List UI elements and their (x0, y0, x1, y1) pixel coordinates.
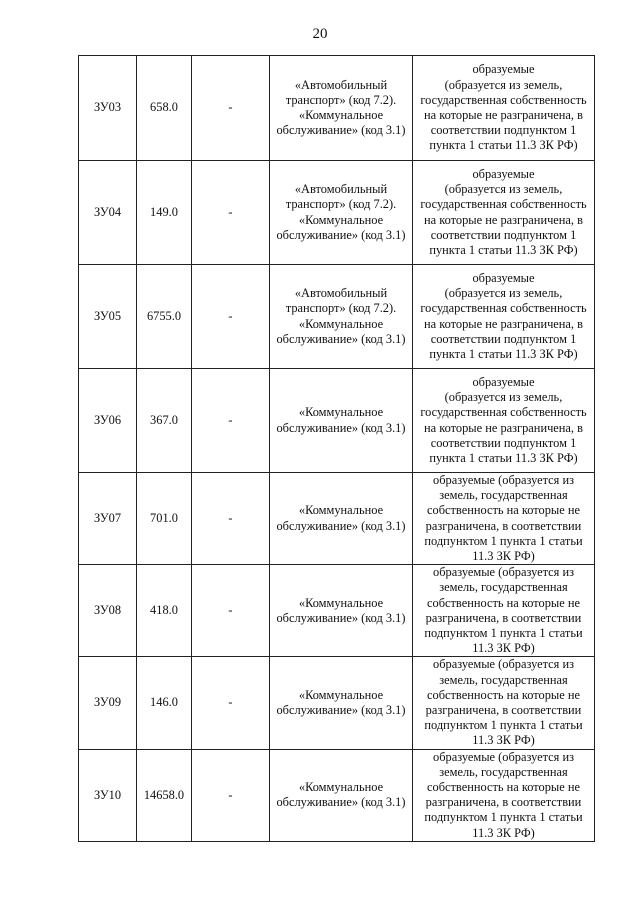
plot-status-line: 11.3 ЗК РФ) (472, 549, 535, 564)
encumbrance-cell: - (192, 565, 270, 657)
table-row (79, 565, 595, 657)
plot-status-line: соответствии подпунктом 1 (430, 123, 577, 138)
plot-status-line: подпунктом 1 пункта 1 статьи (424, 626, 583, 641)
encumbrance-cell: - (192, 161, 270, 265)
permitted-use-line: «Коммунальное (298, 405, 384, 420)
permitted-use-line: «Коммунальное (298, 595, 384, 610)
plot-status-line: подпунктом 1 пункта 1 статьи (424, 718, 583, 733)
plot-status-line: образуемые (образуется из (433, 657, 574, 672)
plot-status-line: земель, государственная (439, 488, 568, 503)
plot-status-line: земель, государственная (439, 764, 568, 779)
plot-status-line: образуемые (472, 270, 535, 285)
permitted-use-line: «Коммунальное (298, 780, 384, 795)
table-row (79, 265, 595, 369)
plot-status-line: собственность на которые не (427, 595, 580, 610)
plot-status-line: соответствии подпунктом 1 (430, 227, 577, 242)
area-cell: 701.0 (137, 473, 192, 565)
encumbrance-cell: - (192, 657, 270, 749)
permitted-use-line: обслуживание» (код 3.1) (276, 518, 406, 533)
plot-status-line: разграничена, в соответствии (425, 795, 582, 810)
land-plots-table (78, 55, 595, 842)
plot-status-line: пункта 1 статьи 11.3 ЗК РФ) (429, 450, 578, 465)
plot-status-line: пункта 1 статьи 11.3 ЗК РФ) (429, 242, 578, 257)
permitted-use-line: обслуживание» (код 3.1) (276, 123, 406, 138)
permitted-use-line: обслуживание» (код 3.1) (276, 227, 406, 242)
plot-status-line: 11.3 ЗК РФ) (472, 641, 535, 656)
encumbrance-cell: - (192, 265, 270, 369)
plot-status-cell (413, 56, 595, 161)
plot-status-cell (413, 265, 595, 369)
permitted-use-line: «Коммунальное (298, 316, 384, 331)
plot-status-line: собственность на которые не (427, 503, 580, 518)
plot-status-line: образуемые (образуется из (433, 473, 574, 487)
plot-status-line: образуемые (472, 62, 535, 77)
plot-id-cell: ЗУ03 (79, 56, 137, 161)
permitted-use-cell (270, 369, 413, 473)
plot-status-line: соответствии подпунктом 1 (430, 435, 577, 450)
plot-id-cell: ЗУ09 (79, 657, 137, 749)
encumbrance-cell: - (192, 749, 270, 841)
permitted-use-line: «Коммунальное (298, 687, 384, 702)
page-number: 20 (312, 26, 328, 42)
area-cell: 149.0 (137, 161, 192, 265)
plot-status-line: (образуется из земель, (444, 182, 563, 197)
permitted-use-line: «Автомобильный (294, 286, 388, 301)
permitted-use-cell (270, 657, 413, 749)
plot-status-line: (образуется из земель, (444, 77, 563, 92)
plot-status-line: 11.3 ЗК РФ) (472, 825, 535, 840)
plot-status-line: на которые не разграничена, в (424, 212, 583, 227)
permitted-use-line: транспорт» (код 7.2). (285, 301, 397, 316)
plot-status-line: на которые не разграничена, в (424, 108, 583, 122)
plot-status-line: земель, государственная (439, 580, 568, 595)
plot-status-line: подпунктом 1 пункта 1 статьи (424, 810, 583, 825)
permitted-use-line: транспорт» (код 7.2). (285, 92, 397, 107)
plot-status-line: государственная собственность (420, 197, 587, 212)
area-cell: 146.0 (137, 657, 192, 749)
plot-status-line: пункта 1 статьи 11.3 ЗК РФ) (429, 346, 578, 361)
plot-id-cell: ЗУ06 (79, 369, 137, 473)
encumbrance-cell: - (192, 369, 270, 473)
plot-status-line: разграничена, в соответствии (425, 518, 582, 533)
permitted-use-cell (270, 265, 413, 369)
permitted-use-line: «Автомобильный (294, 77, 388, 92)
permitted-use-line: транспорт» (код 7.2). (285, 197, 397, 212)
plot-id-cell: ЗУ08 (79, 565, 137, 657)
table-row (79, 369, 595, 473)
plot-status-cell (413, 473, 595, 565)
plot-status-line: собственность на которые не (427, 780, 580, 795)
encumbrance-cell: - (192, 473, 270, 565)
plot-status-line: подпунктом 1 пункта 1 статьи (424, 533, 583, 548)
permitted-use-line: обслуживание» (код 3.1) (276, 610, 406, 625)
plot-status-line: государственная собственность (420, 301, 587, 316)
table-body (79, 56, 595, 842)
permitted-use-cell (270, 161, 413, 265)
permitted-use-line: обслуживание» (код 3.1) (276, 420, 406, 435)
encumbrance-cell: - (192, 56, 270, 161)
table-row (79, 161, 595, 265)
permitted-use-cell (270, 473, 413, 565)
plot-status-line: 11.3 ЗК РФ) (472, 733, 535, 748)
area-cell: 418.0 (137, 565, 192, 657)
plot-status-line: разграничена, в соответствии (425, 703, 582, 718)
permitted-use-line: «Коммунальное (298, 212, 384, 227)
plot-status-line: государственная собственность (420, 405, 587, 420)
plot-status-line: образуемые (472, 166, 535, 181)
plot-status-line: пункта 1 статьи 11.3 ЗК РФ) (429, 138, 578, 153)
permitted-use-line: обслуживание» (код 3.1) (276, 703, 406, 718)
plot-status-cell (413, 657, 595, 749)
plot-status-line: государственная собственность (420, 92, 587, 107)
permitted-use-line: обслуживание» (код 3.1) (276, 795, 406, 810)
permitted-use-line: «Автомобильный (294, 182, 388, 197)
plot-status-cell (413, 749, 595, 841)
plot-status-line: на которые не разграничена, в (424, 316, 583, 331)
plot-id-cell: ЗУ10 (79, 749, 137, 841)
plot-status-line: земель, государственная (439, 672, 568, 687)
area-cell: 367.0 (137, 369, 192, 473)
permitted-use-cell (270, 749, 413, 841)
permitted-use-line: обслуживание» (код 3.1) (276, 331, 406, 346)
plot-status-line: собственность на которые не (427, 687, 580, 702)
permitted-use-line: «Коммунальное (298, 108, 384, 122)
table-row (79, 56, 595, 161)
plot-status-cell (413, 565, 595, 657)
permitted-use-cell (270, 565, 413, 657)
table-row (79, 473, 595, 565)
plot-status-line: разграничена, в соответствии (425, 610, 582, 625)
plot-status-line: образуемые (472, 374, 535, 389)
plot-status-cell (413, 369, 595, 473)
plot-id-cell: ЗУ04 (79, 161, 137, 265)
area-cell: 6755.0 (137, 265, 192, 369)
plot-status-line: образуемые (образуется из (433, 565, 574, 580)
plot-id-cell: ЗУ05 (79, 265, 137, 369)
area-cell: 14658.0 (137, 749, 192, 841)
table-row (79, 657, 595, 749)
plot-status-line: образуемые (образуется из (433, 749, 574, 764)
plot-status-line: (образуется из земель, (444, 286, 563, 301)
table-row (79, 749, 595, 841)
area-cell: 658.0 (137, 56, 192, 161)
permitted-use-line: «Коммунальное (298, 503, 384, 518)
plot-id-cell: ЗУ07 (79, 473, 137, 565)
plot-status-line: (образуется из земель, (444, 390, 563, 405)
plot-status-cell (413, 161, 595, 265)
permitted-use-cell (270, 56, 413, 161)
plot-status-line: на которые не разграничена, в (424, 420, 583, 435)
plot-status-line: соответствии подпунктом 1 (430, 331, 577, 346)
